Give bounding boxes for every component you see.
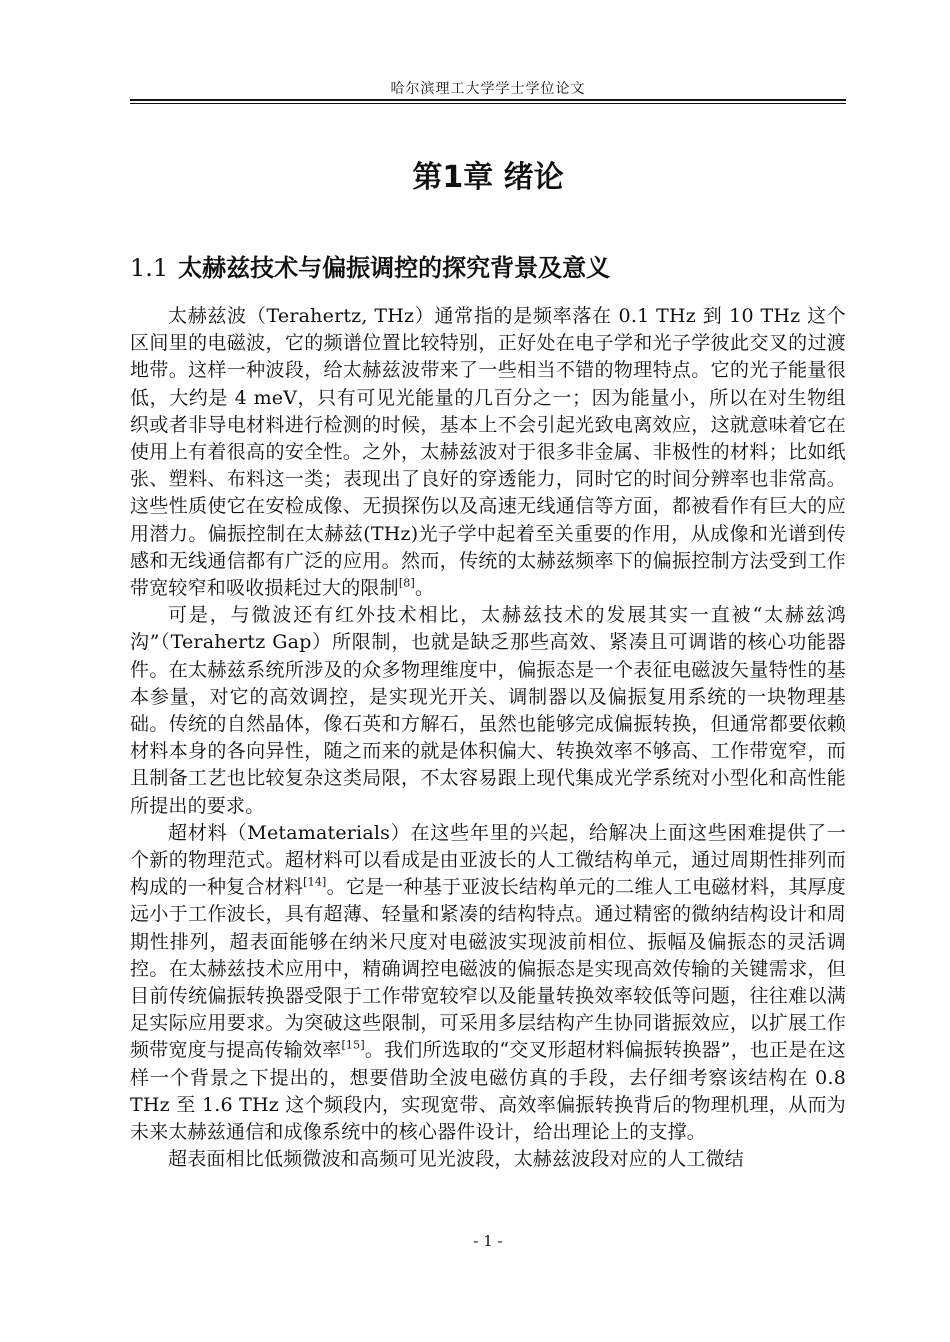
page-number: - 1 - <box>473 1232 503 1250</box>
section-title: 太赫兹技术与偏振调控的探究背景及意义 <box>178 254 611 282</box>
body-text <box>130 303 846 1174</box>
header-rule-thin <box>130 103 846 104</box>
section-number: 1.1 <box>130 254 169 282</box>
paragraph-3: 超材料（Metamaterials）在这些年里的兴起，给解决上面这些困难提供了一个新的物理范式。超材料可以看成是由亚波长的人工微结构单元，通过周期性排列而构成的一种复合材料[14]。它是一种基于亚波长结构单元的二维人工电磁材料，其厚度远小于工作波长，具有超薄、轻量和紧凑的结构特点。通过精密的微纳结构设计和周期性排列，超表面能够在纳米尺度对电磁波实现波前相位、振幅及偏振态的灵活调控。在太赫兹技术应用中，精确调控电磁波的偏振态是实现高效传输的关键需求，但目前传统偏振转换器受限于工作带宽较窄以及能量转换效率较低等问题，往往难以满足实际应用要求。为突破这些限制，可采用多层结构产生协同谐振效应，以扩展工作频带宽度与提高传输效率[15]。我们所选取的“交叉形超材料偏振转换器”，也正是在这样一个背景之下提出的，想要借助全波电磁仿真的手段，去仔细考察该结构在 0.8 THz 至 1.6 THz 这个频段内，实现宽带、高效率偏振转换背后的物理机理，从而为未来太赫兹通信和成像系统中的核心器件设计，给出理论上的支撑。 <box>130 821 846 1144</box>
paragraph-2: 可是，与微波还有红外技术相比，太赫兹技术的发展其实一直被“太赫兹鸿沟”（Terahertz Gap）所限制，也就是缺乏那些高效、紧凑且可调谐的核心功能器件。在太赫兹系统所涉及的众多物理维度中，偏振态是一个表征电磁波矢量特性的基本参量，对它的高效调控，是实现光开关、调制器以及偏振复用系统的一块物理基础。传统的自然晶体，像石英和方解石，虽然也能够完成偏振转换，但通常都要依赖材料本身的各向异性，随之而来的就是体积偏大、转换效率不够高、工作带宽窄，而且制备工艺也比较复杂这类局限，不太容易跟上现代集成光学系统对小型化和高性能所提出的要求。 <box>130 604 846 817</box>
citation: [14] <box>303 875 327 889</box>
section-heading <box>130 248 846 283</box>
citation: [8] <box>398 576 415 590</box>
chapter-title: 第1章 绪论 <box>412 160 564 195</box>
paragraph-4: 超表面相比低频微波和高频可见光波段，太赫兹波段对应的人工微结 <box>168 1148 745 1171</box>
citation: [15] <box>341 1039 365 1053</box>
header-rule-thick <box>130 99 846 101</box>
paragraph-1: 太赫兹波（Terahertz, THz）通常指的是频率落在 0.1 THz 到 10 THz 这个区间里的电磁波，它的频谱位置比较特别，正好处在电子学和光子学彼此交叉的过渡地带。这样一种波段，给太赫兹波带来了一些相当不错的物理特点。它的光子能量很低，大约是 4 meV，只有可见光能量的几百分之一；因为能量小，所以在对生物组织或者非导电材料进行检测的时候，基本上不会引起光致电离效应，这就意味着它在使用上有着很高的安全性。之外，太赫兹波对于很多非金属、非极性的材料；比如纸张、塑料、布料这一类；表现出了良好的穿透能力，同时它的时间分辨率也非常高。这些性质使它在安检成像、无损探伤以及高速无线通信等方面，都被看作有巨大的应用潜力。偏振控制在太赫兹(THz)光子学中起着至关重要的作用，从成像和光谱到传感和无线通信都有广泛的应用。然而，传统的太赫兹频率下的偏振控制方法受到工作带宽较窄和吸收损耗过大的限制[8]。 <box>130 305 846 600</box>
running-header: 哈尔滨理工大学学士学位论文 <box>390 81 586 97</box>
